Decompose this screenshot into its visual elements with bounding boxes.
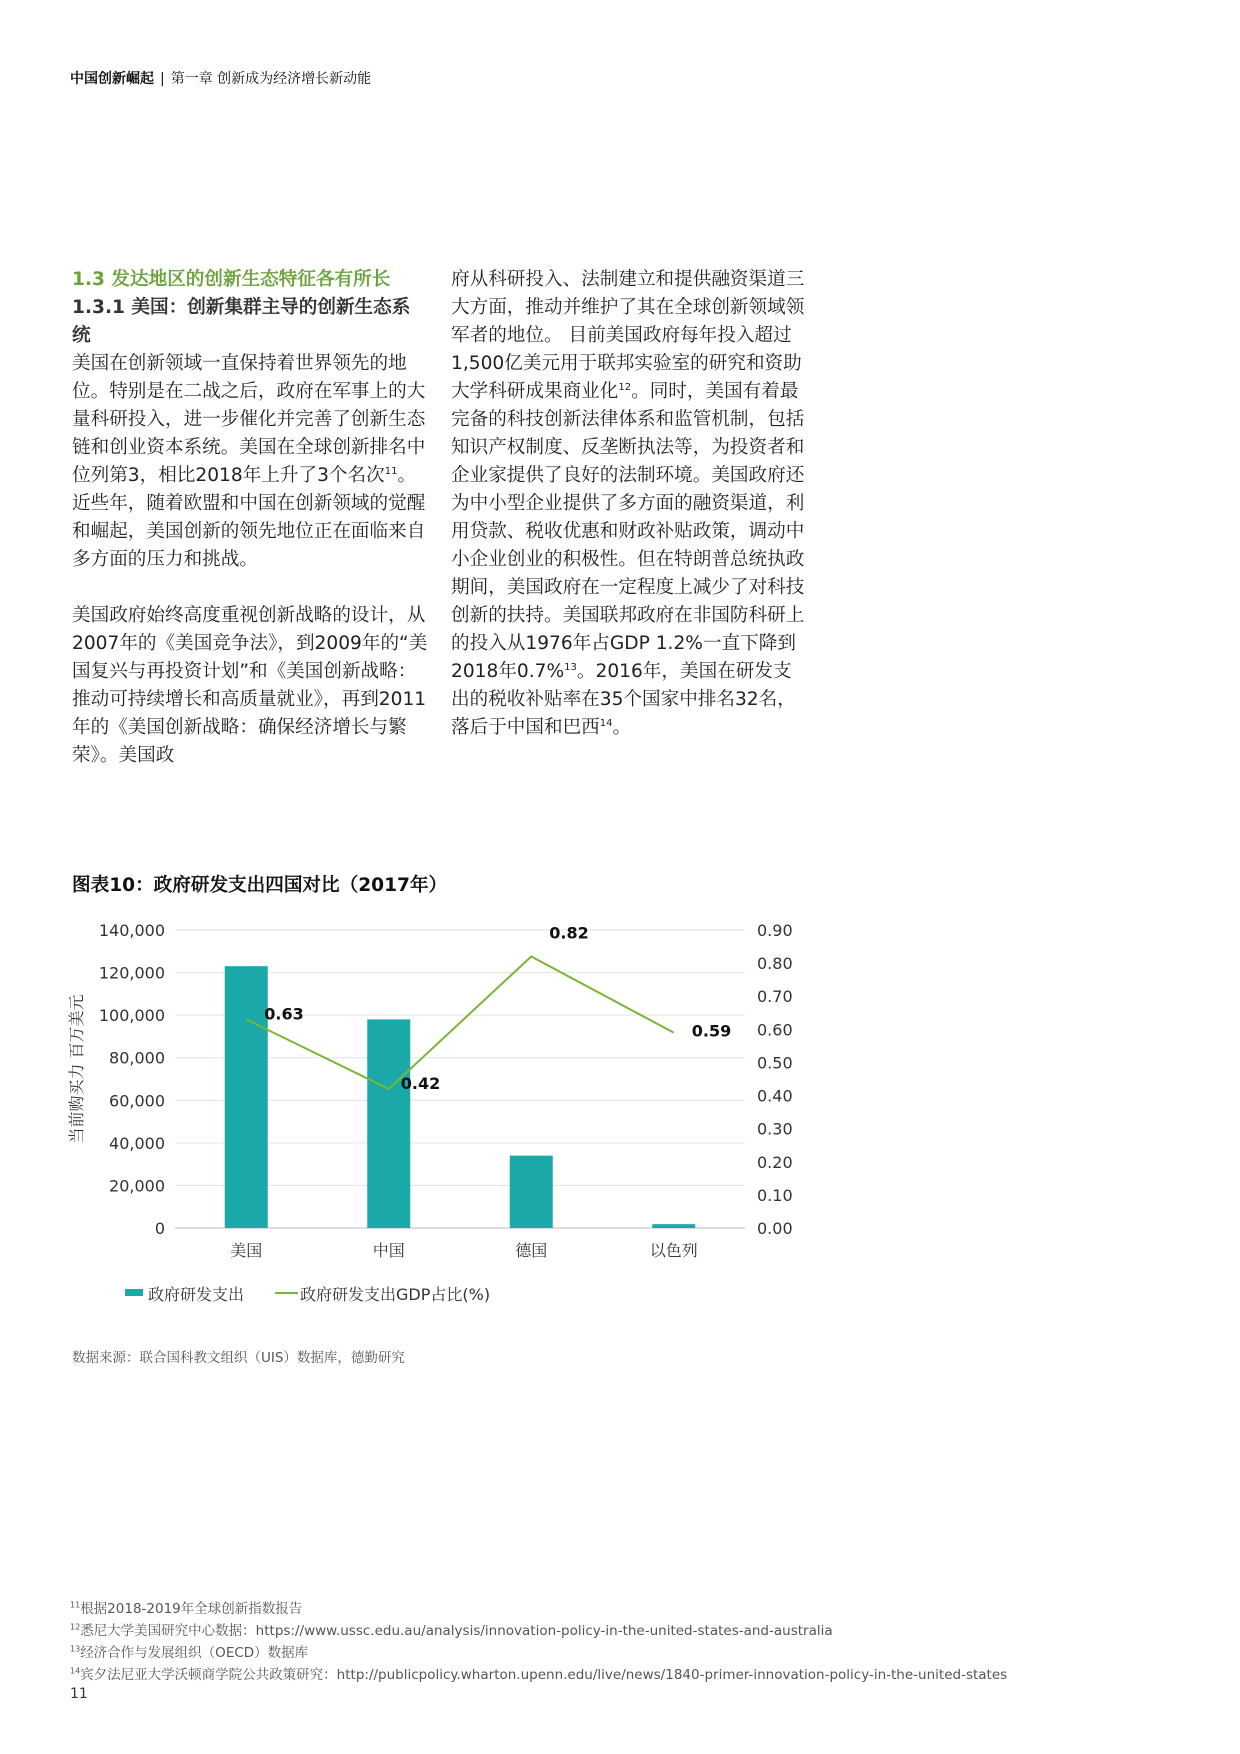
x-tick-label: 以色列 [649,1241,698,1260]
paragraph-text: 。近些年，随着欧盟和中国在创新领域的觉醒和崛起，美国创新的领先地位正在面临来自多方面的压力和挑战。 [72,465,426,570]
footnote-number: 12 [70,1622,81,1632]
paragraph [451,266,807,742]
footnote-ref: 13 [564,661,577,673]
legend-label: 政府研发支出 [148,1285,245,1304]
footnote-ref: 11 [384,465,398,477]
y-tick-label: 20,000 [109,1176,165,1196]
footnote-number: 11 [70,1600,81,1610]
paragraph-text: 。 [612,717,632,738]
legend-label: 政府研发支出GDP占比(%) [300,1285,491,1304]
x-tick-label: 德国 [515,1241,548,1260]
page-number: 11 [70,1686,88,1702]
footnote-number: 13 [70,1644,81,1654]
footnote [70,1642,1007,1664]
paragraph-text: 府从科研投入、法制建立和提供融资渠道三大方面，推动并维护了其在全球创新领域领军者的地位。 目前美国政府每年投入超过1,500亿美元用于联邦实验室的研究和资助大学科研成果商业化 [451,269,805,402]
y2-tick-label: 0.90 [757,921,793,940]
y-tick-label: 40,000 [109,1133,165,1153]
footnote-ref: 14 [599,717,613,729]
data-label: 0.59 [691,1021,732,1041]
x-tick-label: 中国 [372,1241,405,1260]
y2-tick-label: 0.60 [757,1020,793,1040]
paragraph: 美国政府始终高度重视创新战略的设计，从2007年的《美国竞争法》，到2009年的“美国复兴与再投资计划”和《美国创新战略：推动可持续增长和高质量就业》，再到2011年的《美国创新战略：确保经济增长与繁荣》。美国政 [72,605,428,766]
y2-tick-label: 0.50 [757,1053,793,1073]
bar [225,966,268,1228]
bar [652,1224,695,1228]
footnote-text: 根据2018-2019年全球创新指数报告 [80,1601,303,1617]
y2-tick-label: 0.80 [757,954,793,974]
chapter-title: 第一章 创新成为经济增长新动能 [170,71,372,87]
y2-tick-label: 0.70 [757,987,793,1007]
y2-tick-label: 0.10 [757,1185,793,1205]
y-tick-label: 140,000 [98,921,165,940]
paragraph [72,350,428,574]
footnotes [70,1598,1007,1686]
running-header [70,68,371,88]
y-tick-label: 80,000 [109,1048,165,1068]
footnote-number: 14 [70,1666,81,1676]
footnote [70,1598,1007,1620]
footnote-ref: 12 [618,381,632,393]
paragraph-text: 美国在创新领域一直保持着世界领先的地位。特别是在二战之后，政府在军事上的大量科研投入，进一步催化并完善了创新生态链和创业资本系统。美国在全球创新排名中位列第3，相比2018年上升了3个名次 [72,353,426,486]
left-column [72,266,428,770]
y-tick-label: 120,000 [98,963,165,983]
paragraph-text: 。2016年，美国在研发支出的税收补贴率在35个国家中排名32名，落后于中国和巴西 [451,661,796,738]
legend-bar-swatch [125,1289,143,1296]
right-column [451,266,807,742]
chart-title: 图表10：政府研发支出四国对比（2017年） [72,875,448,896]
y2-tick-label: 0.40 [757,1086,793,1106]
rd-spending-chart [60,915,820,1325]
bar [367,1019,410,1228]
section-heading: 1.3 发达地区的创新生态特征各有所长 [72,269,391,290]
y-tick-label: 0 [154,1219,165,1238]
subsection-heading: 1.3.1 美国：创新集群主导的创新生态系统 [72,297,411,346]
x-tick-label: 美国 [230,1241,263,1260]
y-tick-label: 100,000 [98,1006,165,1026]
data-label: 0.82 [549,923,589,943]
y-axis-label: 当前购买力 百万美元 [67,994,86,1144]
report-title: 中国创新崛起 [70,71,154,87]
footnote-text: 悉尼大学美国研究中心数据：https://www.ussc.edu.au/analysis/innovation-policy-in-the-united-states-and-australia [80,1623,833,1639]
y-tick-label: 60,000 [109,1091,165,1111]
data-label: 0.42 [400,1073,441,1093]
data-source: 数据来源：联合国科教文组织（UIS）数据库，德勤研究 [72,1350,405,1366]
footnote [70,1664,1007,1686]
y2-tick-label: 0.30 [757,1119,793,1139]
footnote-text: 经济合作与发展组织（OECD）数据库 [80,1645,309,1661]
footnote [70,1620,1007,1642]
paragraph-text: 。同时，美国有着最完备的科技创新法律体系和监管机制，包括知识产权制度、反垄断执法等，为投资者和企业家提供了良好的法制环境。美国政府还为中小型企业提供了多方面的融资渠道，利用贷款、税收优惠和财政补贴政策，调动中小企业创业的积极性。但在特朗普总统执政期间，美国政府在一定程度上减少了对科技创新的扶持。美国联邦政府在非国防科研上的投入从1976年占GDP 1.2%一直下降到2018年0.7% [451,381,805,682]
series-line [246,956,674,1088]
data-label: 0.63 [264,1004,304,1024]
bar [510,1156,553,1228]
y2-tick-label: 0.20 [757,1152,793,1172]
y2-tick-label: 0.00 [757,1219,793,1238]
header-separator: | [160,71,165,87]
footnote-text: 宾夕法尼亚大学沃顿商学院公共政策研究：http://publicpolicy.wharton.upenn.edu/live/news/1840-primer-innovation-policy-in-the-united-states [80,1667,1008,1683]
